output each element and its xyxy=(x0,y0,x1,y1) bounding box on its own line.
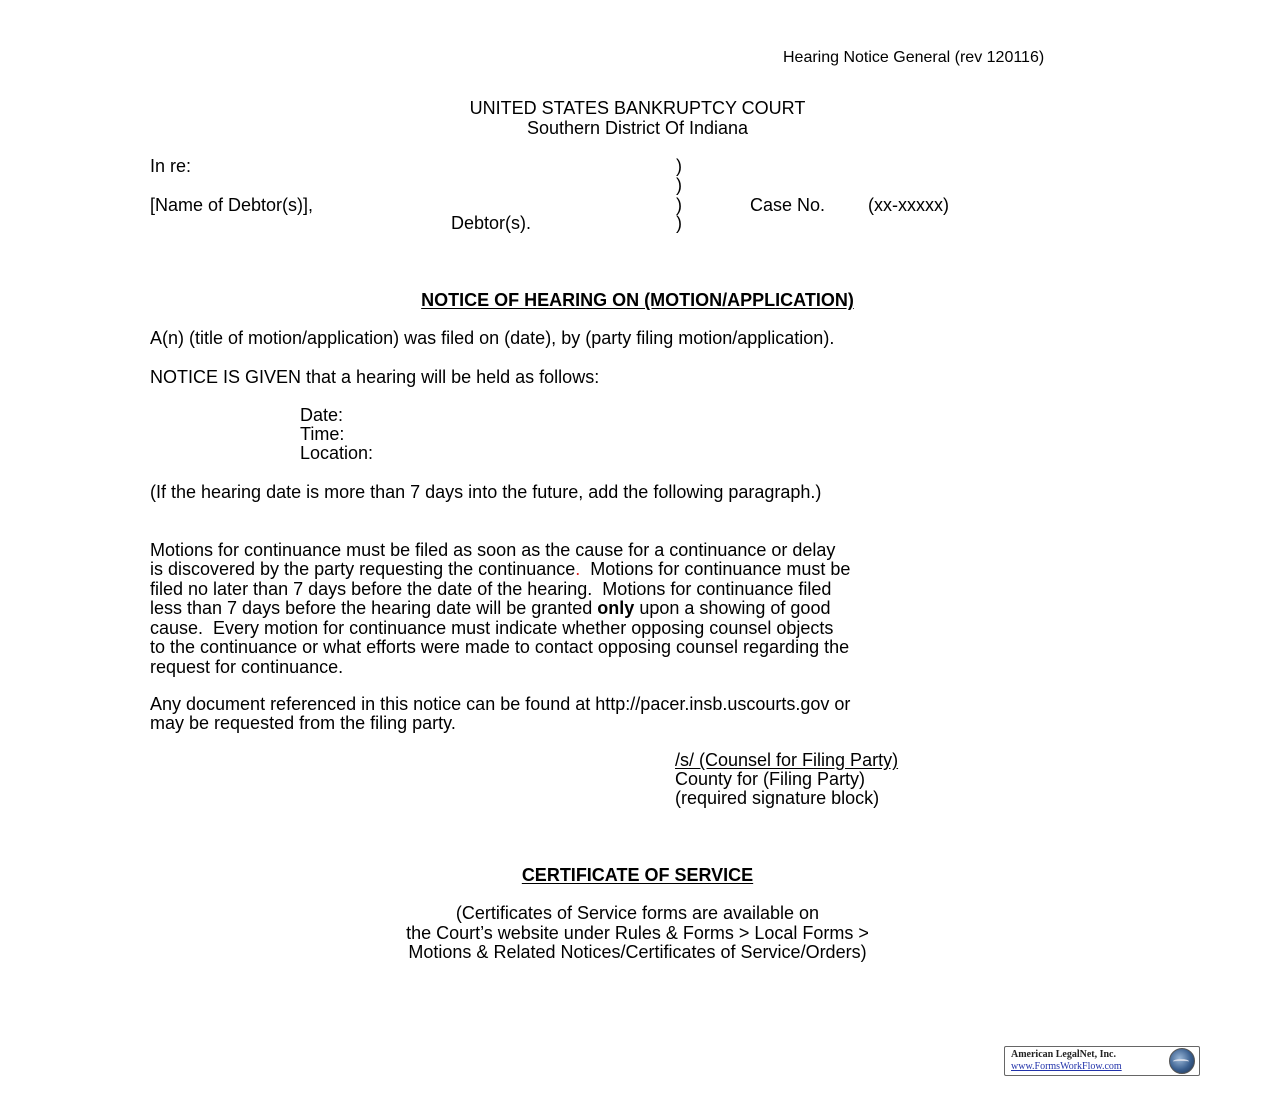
hearing-time-label: Time: xyxy=(300,424,345,444)
certificate-title: CERTIFICATE OF SERVICE xyxy=(521,865,754,885)
instruction-paragraph: (If the hearing date is more than 7 days into the future, add the following paragraph.) xyxy=(150,482,822,502)
caption-paren: ) xyxy=(676,156,682,176)
in-re-label: In re: xyxy=(150,156,192,176)
continuance-line: cause. Every motion for continuance must indicate whether opposing counsel objects xyxy=(150,617,834,638)
form-id: Hearing Notice General (rev 120116) xyxy=(783,49,1045,66)
court-name: UNITED STATES BANKRUPTCY COURT xyxy=(469,98,806,118)
certificate-line: (Certificates of Service forms are available on xyxy=(455,903,820,923)
globe-icon xyxy=(1169,1048,1195,1074)
district-name: Southern District Of Indiana xyxy=(526,118,749,138)
hearing-location-label: Location: xyxy=(300,443,374,463)
signature-county: County for (Filing Party) xyxy=(675,769,866,789)
logo-company: American LegalNet, Inc. xyxy=(1011,1049,1116,1060)
continuance-line: filed no later than 7 days before the date of the hearing. Motions for continuance filed xyxy=(150,578,832,599)
caption-paren: ) xyxy=(676,195,682,215)
case-no-value: (xx-xxxxx) xyxy=(868,195,949,215)
debtor-name: [Name of Debtor(s)], xyxy=(150,195,314,215)
continuance-line: request for continuance. xyxy=(150,656,344,677)
notice-given-paragraph: NOTICE IS GIVEN that a hearing will be held as follows: xyxy=(150,367,600,387)
continuance-line: is discovered by the party requesting the continuance. Motions for continuance must be xyxy=(150,559,851,579)
notice-title: NOTICE OF HEARING ON (MOTION/APPLICATION) xyxy=(421,290,854,310)
american-legalnet-logo[interactable] xyxy=(1004,1046,1200,1076)
case-no-label: Case No. xyxy=(750,195,826,215)
caption-paren: ) xyxy=(676,213,682,233)
intro-paragraph: A(n) (title of motion/application) was filed on (date), by (party filing motion/application). xyxy=(150,328,835,348)
certificate-line: the Court’s website under Rules & Forms > Local Forms > xyxy=(406,923,869,943)
caption-paren: ) xyxy=(676,175,682,195)
continuance-line: to the continuance or what efforts were made to contact opposing counsel regarding the xyxy=(150,637,850,657)
signature-line: /s/ (Counsel for Filing Party) xyxy=(675,750,899,770)
continuance-paragraph xyxy=(150,521,1135,697)
certificate-line: Motions & Related Notices/Certificates of Service/Orders) xyxy=(408,942,867,962)
logo-url-link[interactable]: www.FormsWorkFlow.com xyxy=(1011,1061,1122,1072)
documents-line: Any document referenced in this notice can be found at http://pacer.insb.uscourts.gov or xyxy=(150,693,851,714)
continuance-line: less than 7 days before the hearing date will be granted only upon a showing of good xyxy=(150,598,831,618)
continuance-line: Motions for continuance must be filed as soon as the cause for a continuance or delay xyxy=(150,539,836,560)
hearing-date-label: Date: xyxy=(300,405,344,425)
signature-note: (required signature block) xyxy=(675,788,880,808)
documents-paragraph xyxy=(150,675,1135,753)
documents-line: may be requested from the filing party. xyxy=(150,713,456,733)
debtor-label: Debtor(s). xyxy=(451,213,532,233)
